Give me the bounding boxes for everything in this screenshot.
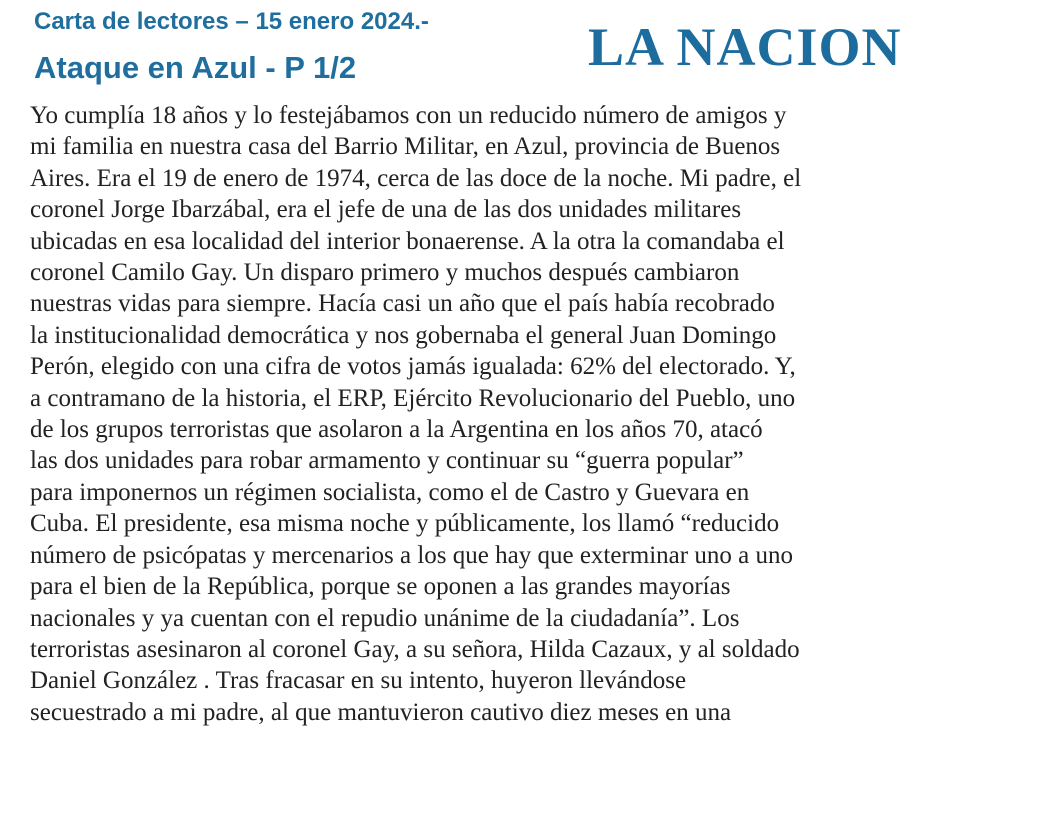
body-line: de los grupos terroristas que asolaron a la Argentina en los años 70, atacó [30,416,763,444]
body-line: nacionales y ya cuentan con el repudio unánime de la ciudadanía”. Los [30,604,740,632]
body-line: Cuba. El presidente, esa misma noche y públicamente, los llamó “reducido [30,510,780,538]
article-body [30,100,1030,728]
article-headline: Ataque en Azul - P 1/2 [34,50,357,85]
body-line: mi familia en nuestra casa del Barrio Militar, en Azul, provincia de Buenos [30,133,781,161]
body-line: coronel Camilo Gay. Un disparo primero y muchos después cambiaron [30,259,740,287]
body-line: Yo cumplía 18 años y lo festejábamos con un reducido número de amigos y [30,102,787,129]
body-line: a contramano de la historia, el ERP, Ejército Revolucionario del Pueblo, uno [30,384,796,412]
body-line: secuestrado a mi padre, al que mantuvieron cautivo diez meses en una [30,698,732,726]
body-line: Perón, elegido con una cifra de votos jamás igualada: 62% del electorado. Y, [30,353,796,381]
body-line: terroristas asesinaron al coronel Gay, a su señora, Hilda Cazaux, y al soldado [30,635,800,663]
body-line: ubicadas en esa localidad del interior bonaerense. A la otra la comandaba el [30,227,785,255]
body-line: para el bien de la República, porque se oponen a las grandes mayorías [30,573,731,601]
body-line: las dos unidades para robar armamento y continuar su “guerra popular” [30,447,744,475]
newspaper-logo: LA NACION [588,17,902,77]
body-line: número de psicópatas y mercenarios a los que hay que exterminar uno a uno [30,541,793,569]
body-line: Daniel González . Tras fracasar en su intento, huyeron llevándose [30,667,687,695]
body-line: la institucionalidad democrática y nos gobernaba el general Juan Domingo [30,321,777,349]
section-kicker: Carta de lectores – 15 enero 2024.- [34,8,429,35]
body-line: nuestras vidas para siempre. Hacía casi un año que el país había recobrado [30,290,775,318]
body-line: Aires. Era el 19 de enero de 1974, cerca de las doce de la noche. Mi padre, el [30,164,802,192]
body-line: coronel Jorge Ibarzábal, era el jefe de una de las dos unidades militares [30,196,742,224]
body-line: para imponernos un régimen socialista, como el de Castro y Guevara en [30,478,750,506]
